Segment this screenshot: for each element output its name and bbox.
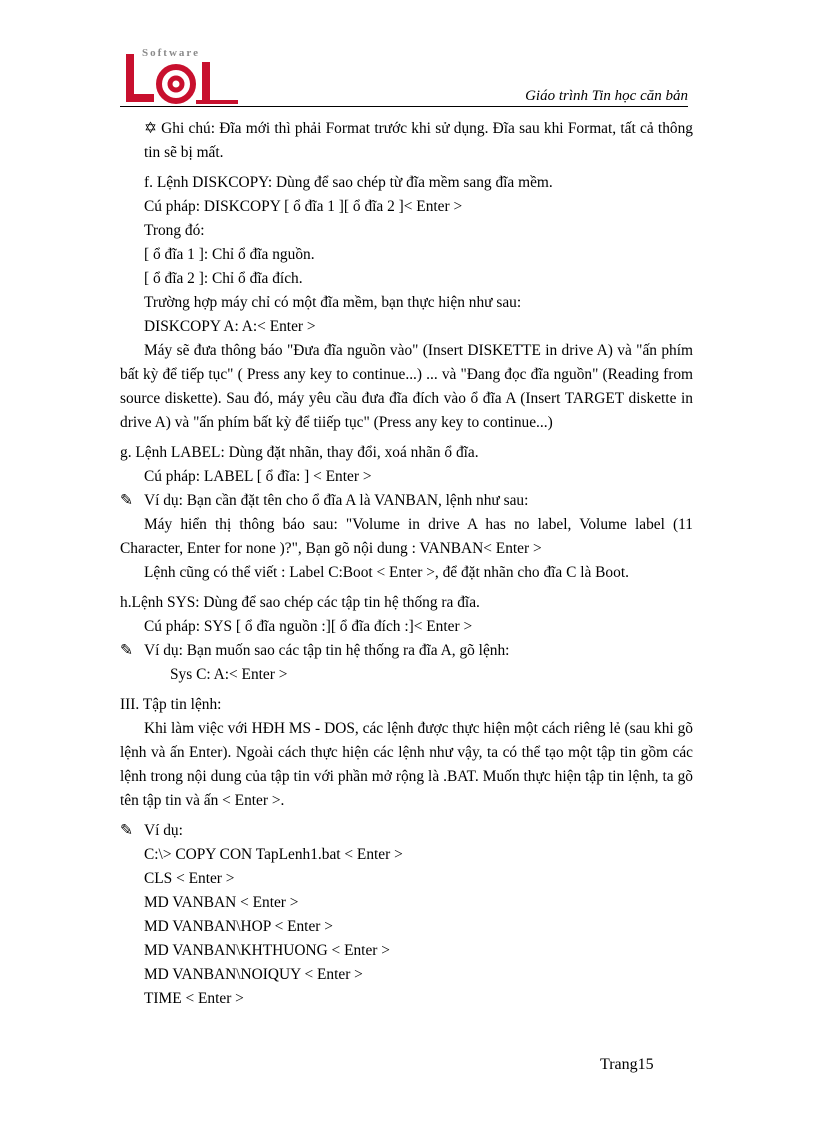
section-h-syntax: Cú pháp: SYS [ ổ đĩa nguồn :][ ổ đĩa đích :]< Enter >: [144, 618, 473, 635]
section-iii-example-text: Ví dụ:: [144, 822, 183, 839]
page-number: Trang15: [600, 1056, 654, 1073]
section-g-example-text: Ví dụ: Bạn cần đặt tên cho ổ đĩa A là VANBAN, lệnh như sau:: [144, 492, 529, 509]
section-h-cmd: Sys C: A:< Enter >: [170, 666, 288, 683]
command-line: MD VANBAN\NOIQUY < Enter >: [144, 966, 363, 983]
section-f-syntax: Cú pháp: DISKCOPY [ ổ đĩa 1 ][ ổ đĩa 2 ]< Enter >: [144, 198, 463, 215]
section-h-example-text: Ví dụ: Bạn muốn sao các tập tin hệ thống ra đĩa A, gõ lệnh:: [144, 642, 510, 659]
section-g-alt: Lệnh cũng có thể viết : Label C:Boot < Enter >, để đặt nhãn cho đĩa C là Boot.: [144, 564, 629, 581]
section-g-title: g. Lệnh LABEL: Dùng đặt nhãn, thay đổi, xoá nhãn ổ đĩa.: [120, 444, 479, 461]
page-content: [120, 117, 693, 1011]
command-line: TIME < Enter >: [144, 990, 244, 1007]
pencil-icon: ✎: [120, 822, 133, 839]
header-rule: [120, 106, 688, 107]
note-icon: ✡: [144, 120, 157, 137]
section-h-example: [120, 639, 693, 663]
section-iii-example: [120, 819, 693, 843]
command-line: MD VANBAN\HOP < Enter >: [144, 918, 333, 935]
note-paragraph: [120, 117, 693, 165]
pencil-icon: ✎: [120, 642, 133, 659]
pencil-icon: ✎: [120, 492, 133, 509]
section-g-syntax: Cú pháp: LABEL [ ổ đĩa: ] < Enter >: [144, 468, 372, 485]
section-f-title: f. Lệnh DISKCOPY: Dùng để sao chép từ đĩa mềm sang đĩa mềm.: [144, 174, 553, 191]
note-text: Ghi chú: Đĩa mới thì phải Format trước khi sử dụng. Đĩa sau khi Format, tất cả thông tin sẽ bị mất.: [144, 120, 693, 161]
command-line: C:\> COPY CON TapLenh1.bat < Enter >: [144, 846, 403, 863]
section-iii-title: III. Tập tin lệnh:: [120, 696, 222, 713]
section-f-drive2: [ ổ đĩa 2 ]: Chỉ ổ đĩa đích.: [144, 270, 303, 287]
section-f-where: Trong đó:: [144, 222, 205, 239]
section-iii-desc: Khi làm việc với HĐH MS - DOS, các lệnh được thực hiện một cách riêng lẻ (sau khi gõ lệnh và ấn Enter). Ngoài cách thực hiện các lệnh như vậy, ta có thể tạo một tập tin gồm các lệnh trong nội dung của tập tin với phần mở rộng là .BAT. Muốn thực hiện tập tin lệnh, ta gõ tên tập tin và ấn < Enter >.: [120, 720, 693, 809]
section-f-cmd: DISKCOPY A: A:< Enter >: [144, 318, 316, 335]
section-f-case: Trường hợp máy chỉ có một đĩa mềm, bạn thực hiện như sau:: [144, 294, 522, 311]
software-logo: [120, 44, 240, 108]
section-g-example: [120, 489, 693, 513]
section-f-desc: Máy sẽ đưa thông báo "Đưa đĩa nguồn vào" (Insert DISKETTE in drive A) và "ấn phím bất kỳ để tiếp tục" ( Press any key to continue...) ... và "Đang đọc đĩa nguồn" (Reading from source diskette). Sau đó, máy yêu cầu đưa đĩa đích vào ổ đĩa A (Insert TARGET diskette in drive A) và "ấn phím bất kỳ để tiiếp tục" (Press any key to continue...): [120, 342, 693, 431]
section-h-title: h.Lệnh SYS: Dùng để sao chép các tập tin hệ thống ra đĩa.: [120, 594, 480, 611]
svg-text:Software: Software: [142, 47, 200, 59]
command-line: MD VANBAN < Enter >: [144, 894, 299, 911]
command-line: MD VANBAN\KHTHUONG < Enter >: [144, 942, 390, 959]
section-g-msg: Máy hiển thị thông báo sau: "Volume in drive A has no label, Volume label (11 Character, Enter for none )?", Bạn gõ nội dung : VANBAN< Enter >: [120, 516, 693, 557]
section-f-drive1: [ ổ đĩa 1 ]: Chỉ ổ đĩa nguồn.: [144, 246, 315, 263]
command-line: CLS < Enter >: [144, 870, 235, 887]
header-title: Giáo trình Tin học căn bản: [525, 88, 688, 104]
